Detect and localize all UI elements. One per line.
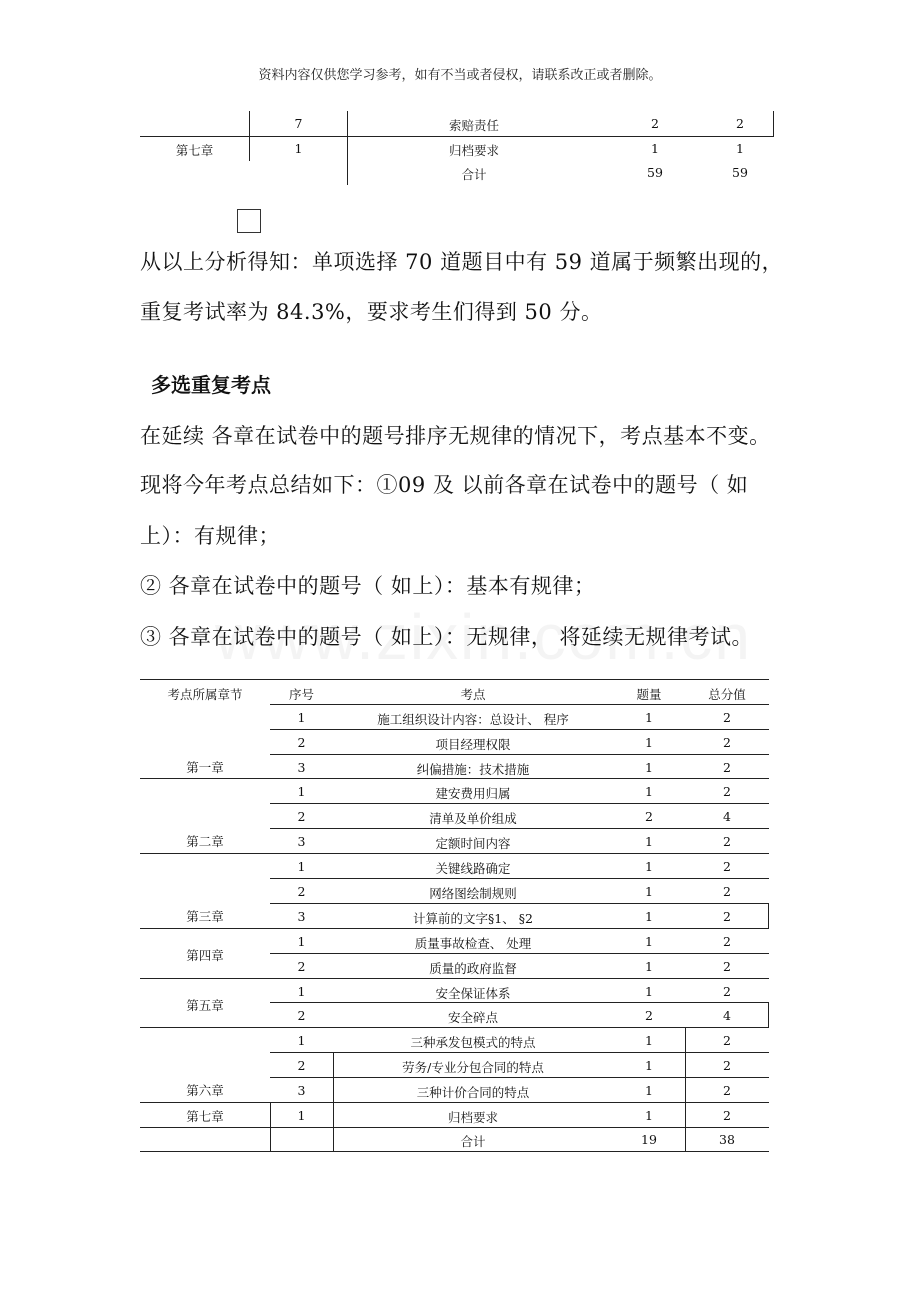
top-row-1-no: 7 bbox=[294, 116, 303, 131]
chapter-5: 第五章 bbox=[186, 998, 224, 1013]
top-row-1-count: 2 bbox=[651, 116, 659, 131]
row-point: 计算前的文字§1、 §2 bbox=[413, 911, 533, 926]
chapter-7: 第七章 bbox=[186, 1109, 224, 1124]
total-score: 38 bbox=[719, 1132, 735, 1147]
chapter-2: 第二章 bbox=[186, 834, 224, 849]
chapter-6: 第六章 bbox=[186, 1083, 224, 1098]
row-count: 1 bbox=[645, 909, 653, 924]
top-row-2-chapter: 第七章 bbox=[175, 143, 214, 158]
row-score: 2 bbox=[723, 909, 731, 924]
total-label: 合计 bbox=[460, 1134, 486, 1149]
section-title: 多选重复考点 bbox=[151, 373, 271, 397]
row-count: 1 bbox=[645, 735, 653, 750]
header-no: 序号 bbox=[288, 687, 314, 702]
row-no: 3 bbox=[297, 1083, 306, 1098]
row-score: 2 bbox=[723, 760, 731, 775]
row-count: 1 bbox=[645, 1033, 653, 1048]
row-count: 1 bbox=[645, 884, 653, 899]
row-count: 2 bbox=[645, 809, 653, 824]
row-count: 1 bbox=[645, 784, 653, 799]
row-no: 2 bbox=[297, 1008, 306, 1023]
row-point: 三种承发包模式的特点 bbox=[410, 1035, 536, 1050]
checkbox[interactable] bbox=[237, 209, 261, 233]
row-point: 质量事故检查、 处理 bbox=[414, 936, 532, 951]
row-no: 3 bbox=[297, 760, 306, 775]
row-point: 安全保证体系 bbox=[435, 986, 511, 1001]
analysis-line-2: 重复考试率为 84.3%，要求考生们得到 50 分。 bbox=[140, 300, 603, 324]
row-score: 2 bbox=[723, 710, 731, 725]
row-score: 2 bbox=[723, 1083, 731, 1098]
row-score: 2 bbox=[723, 784, 731, 799]
row-count: 1 bbox=[645, 1083, 653, 1098]
row-count: 1 bbox=[645, 934, 653, 949]
top-row-total-score: 59 bbox=[732, 165, 748, 180]
row-point: 施工组织设计内容：总设计、 程序 bbox=[377, 712, 569, 727]
row-score: 4 bbox=[723, 809, 731, 824]
row-score: 2 bbox=[723, 1033, 731, 1048]
row-no: 1 bbox=[297, 859, 306, 874]
row-point: 关键线路确定 bbox=[435, 861, 511, 876]
row-no: 2 bbox=[297, 959, 306, 974]
row-no: 2 bbox=[297, 735, 306, 750]
body-paragraph-5: ③ 各章在试卷中的题号（ 如上）：无规律， 将延续无规律考试。 bbox=[140, 625, 754, 649]
row-point: 质量的政府监督 bbox=[429, 961, 517, 976]
row-no: 2 bbox=[297, 1058, 306, 1073]
row-no: 3 bbox=[297, 909, 306, 924]
row-score: 4 bbox=[723, 1008, 731, 1023]
row-no: 2 bbox=[297, 809, 306, 824]
row-point: 建安费用归属 bbox=[435, 786, 511, 801]
header-point: 考点 bbox=[460, 687, 486, 702]
body-paragraph-1: 在延续 各章在试卷中的题号排序无规律的情况下，考点基本不变。 bbox=[140, 424, 771, 448]
row-count: 1 bbox=[645, 959, 653, 974]
chapter-3: 第三章 bbox=[186, 909, 224, 924]
row-score: 2 bbox=[723, 1058, 731, 1073]
row-count: 1 bbox=[645, 1058, 653, 1073]
row-score: 2 bbox=[723, 859, 731, 874]
row-score: 2 bbox=[723, 1108, 731, 1123]
row-no: 2 bbox=[297, 884, 306, 899]
total-count: 19 bbox=[641, 1132, 657, 1147]
row-point: 清单及单价组成 bbox=[429, 811, 517, 826]
row-score: 2 bbox=[723, 735, 731, 750]
row-count: 2 bbox=[645, 1008, 653, 1023]
row-count: 1 bbox=[645, 760, 653, 775]
header-score: 总分值 bbox=[708, 687, 746, 702]
analysis-line-1: 从以上分析得知：单项选择 70 道题目中有 59 道属于频繁出现的， bbox=[140, 250, 784, 274]
row-score: 2 bbox=[723, 934, 731, 949]
row-no: 1 bbox=[297, 984, 306, 999]
row-point: 项目经理权限 bbox=[435, 737, 511, 752]
row-no: 1 bbox=[297, 710, 306, 725]
row-score: 2 bbox=[723, 884, 731, 899]
row-count: 1 bbox=[645, 984, 653, 999]
row-point: 安全碎点 bbox=[447, 1010, 498, 1025]
row-no: 1 bbox=[297, 1108, 306, 1123]
top-row-total-label: 合计 bbox=[461, 167, 487, 182]
row-no: 1 bbox=[297, 784, 306, 799]
top-row-2-point: 归档要求 bbox=[448, 143, 499, 158]
row-point: 三种计价合同的特点 bbox=[416, 1085, 530, 1100]
row-no: 3 bbox=[297, 834, 306, 849]
chapter-1: 第一章 bbox=[186, 760, 224, 775]
top-row-2-no: 1 bbox=[294, 141, 303, 156]
top-row-1-score: 2 bbox=[736, 116, 744, 131]
row-count: 1 bbox=[645, 1108, 653, 1123]
row-count: 1 bbox=[645, 859, 653, 874]
row-count: 1 bbox=[645, 710, 653, 725]
body-paragraph-3: 上）：有规律； bbox=[140, 524, 280, 548]
top-row-2-score: 1 bbox=[736, 141, 744, 156]
row-no: 1 bbox=[297, 934, 306, 949]
row-point: 网络图绘制规则 bbox=[429, 886, 517, 901]
body-paragraph-2: 现将今年考点总结如下：①09 及 以前各章在试卷中的题号（ 如 bbox=[140, 473, 749, 497]
row-point: 定额时间内容 bbox=[435, 836, 511, 851]
row-point: 归档要求 bbox=[447, 1110, 498, 1125]
top-row-1-point: 索赔责任 bbox=[448, 118, 499, 133]
body-paragraph-4: ② 各章在试卷中的题号（ 如上）：基本有规律； bbox=[140, 574, 596, 598]
top-row-2-count: 1 bbox=[651, 141, 659, 156]
row-score: 2 bbox=[723, 959, 731, 974]
header-count: 题量 bbox=[636, 687, 662, 702]
chapter-4: 第四章 bbox=[186, 948, 224, 963]
row-no: 1 bbox=[297, 1033, 306, 1048]
page-header-notice: 资料内容仅供您学习参考，如有不当或者侵权，请联系改正或者删除。 bbox=[258, 68, 662, 83]
header-chapter: 考点所属章节 bbox=[167, 687, 243, 702]
row-count: 1 bbox=[645, 834, 653, 849]
top-row-total-count: 59 bbox=[647, 165, 663, 180]
row-point: 纠偏措施：技术措施 bbox=[416, 762, 530, 777]
row-score: 2 bbox=[723, 984, 731, 999]
row-score: 2 bbox=[723, 834, 731, 849]
row-point: 劳务/专业分包合同的特点 bbox=[402, 1060, 544, 1075]
